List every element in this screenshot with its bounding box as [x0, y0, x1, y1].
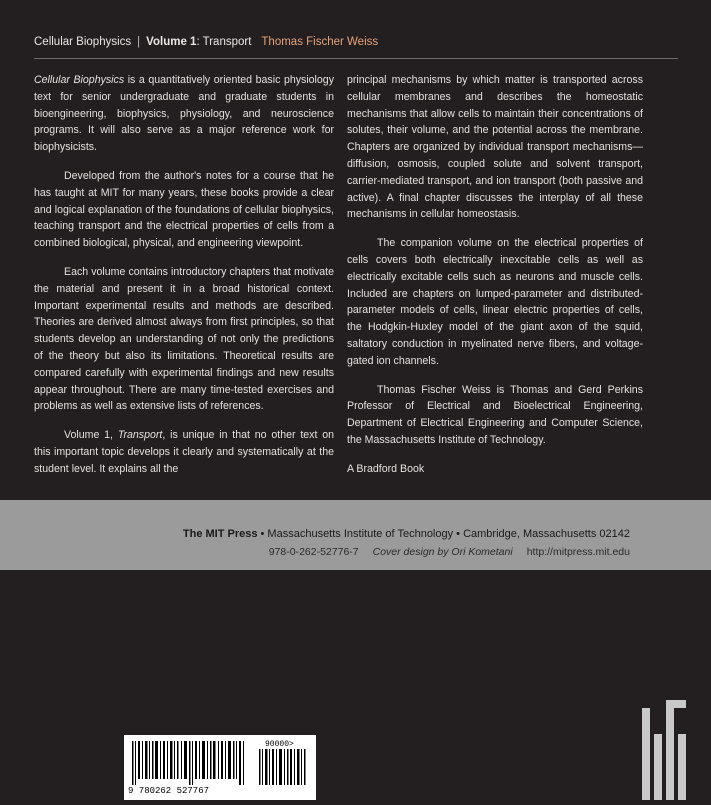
header-author: Thomas Fischer Weiss	[261, 36, 379, 48]
barcode-addon: 90000>	[265, 740, 294, 749]
left-paragraph-4: Volume 1, Transport, is unique in that no other text on this important topic develops it clearly and systematically at the student level. It explains all the	[34, 429, 335, 475]
publisher-name: The MIT Press	[182, 528, 258, 540]
volume-title: : Transport	[196, 36, 252, 48]
publisher-band	[0, 500, 711, 570]
right-paragraph-2: The companion volume on the electrical properties of cells covers both electrically inexcitable cells as well as electrically excitable cells such as neurons and muscle cells. Included are chapters on lumped-parameter and distributed-parameter models of cells, linear electric properties of cells, the Hodgkin-Huxley model of the giant axon of the squid, saltatory conduction in myelinated nerve fibers, and voltage-gated ion channels.	[347, 237, 643, 367]
left-paragraph-1: Cellular Biophysics is a quantitatively oriented basic physiology text for senior undergraduate and graduate students in bioengineering, biophysics, physiology, and neuroscience programs. It will also serve as a major reference work for biophysicists.	[34, 74, 334, 154]
right-paragraph-1: principal mechanisms by which matter is transported across cellular membranes and describes the homeostatic mechanisms that allow cells to maintain their concentrations of solutes, their volume, and the potential across the membrane. Chapters are organized by individual transport mechanisms—diffusion, osmosis, coupled solute and solvent transport, carrier-mediated transport, and ion transport (both passive and active). A final chapter discusses the interplay of all these mechanisms in cellular homeostasis.	[347, 74, 643, 221]
volume-label: Volume 1	[146, 36, 197, 48]
publisher-url: http://mitpress.mit.edu	[526, 546, 630, 558]
left-paragraph-3: Each volume contains introductory chapters that motivate the material and present it in a broad historical context. Important experimental results and methods are described. Theories are derived almost always from first principles, so that students develop an understanding of not only the predictions of the theory but also its limitations. Theoretical results are compared carefully with experimental findings and new results appear throughout. There are many time-tested exercises and problems as well as extensive lists of references.	[34, 265, 334, 413]
header-rule	[34, 58, 678, 59]
left-paragraph-2: Developed from the author's notes for a course that he has taught at MIT for many years, these books provide a clear and logical explanation of the foundations of cellular biophysics, teaching transport and the electrical properties of cells from a combined biological, physical, and engineering viewpoint.	[34, 169, 334, 250]
cover-credit: Cover design by Ori Kometani	[372, 546, 513, 558]
barcode-icon	[124, 735, 316, 800]
isbn: 978-0-262-52776-7	[268, 546, 359, 558]
header-separator: |	[137, 36, 141, 48]
book-title-italic: Cellular Biophysics	[34, 74, 125, 86]
series-title: Cellular Biophysics	[34, 36, 132, 48]
right-column	[347, 72, 643, 478]
running-header	[34, 36, 378, 54]
imprint-note: A Bradford Book	[347, 462, 425, 475]
barcode	[124, 735, 316, 800]
isbn-line	[269, 546, 630, 558]
volume-title-italic: Transport	[117, 429, 163, 442]
barcode-digits: 9 780262 527767	[128, 786, 210, 796]
mit-press-logo-icon	[640, 700, 690, 805]
publisher-address: • Massachusetts Institute of Technology • Cambridge, Massachusetts 02142	[257, 528, 630, 540]
author-bio: Thomas Fischer Weiss is Thomas and Gerd Perkins Professor of Electrical and Bioelectrical Engineering, Department of Electrical Engineering and Computer Science, the Massachusetts Institute of Technology.	[347, 383, 643, 446]
publisher-line	[183, 528, 630, 540]
left-column	[34, 72, 334, 478]
